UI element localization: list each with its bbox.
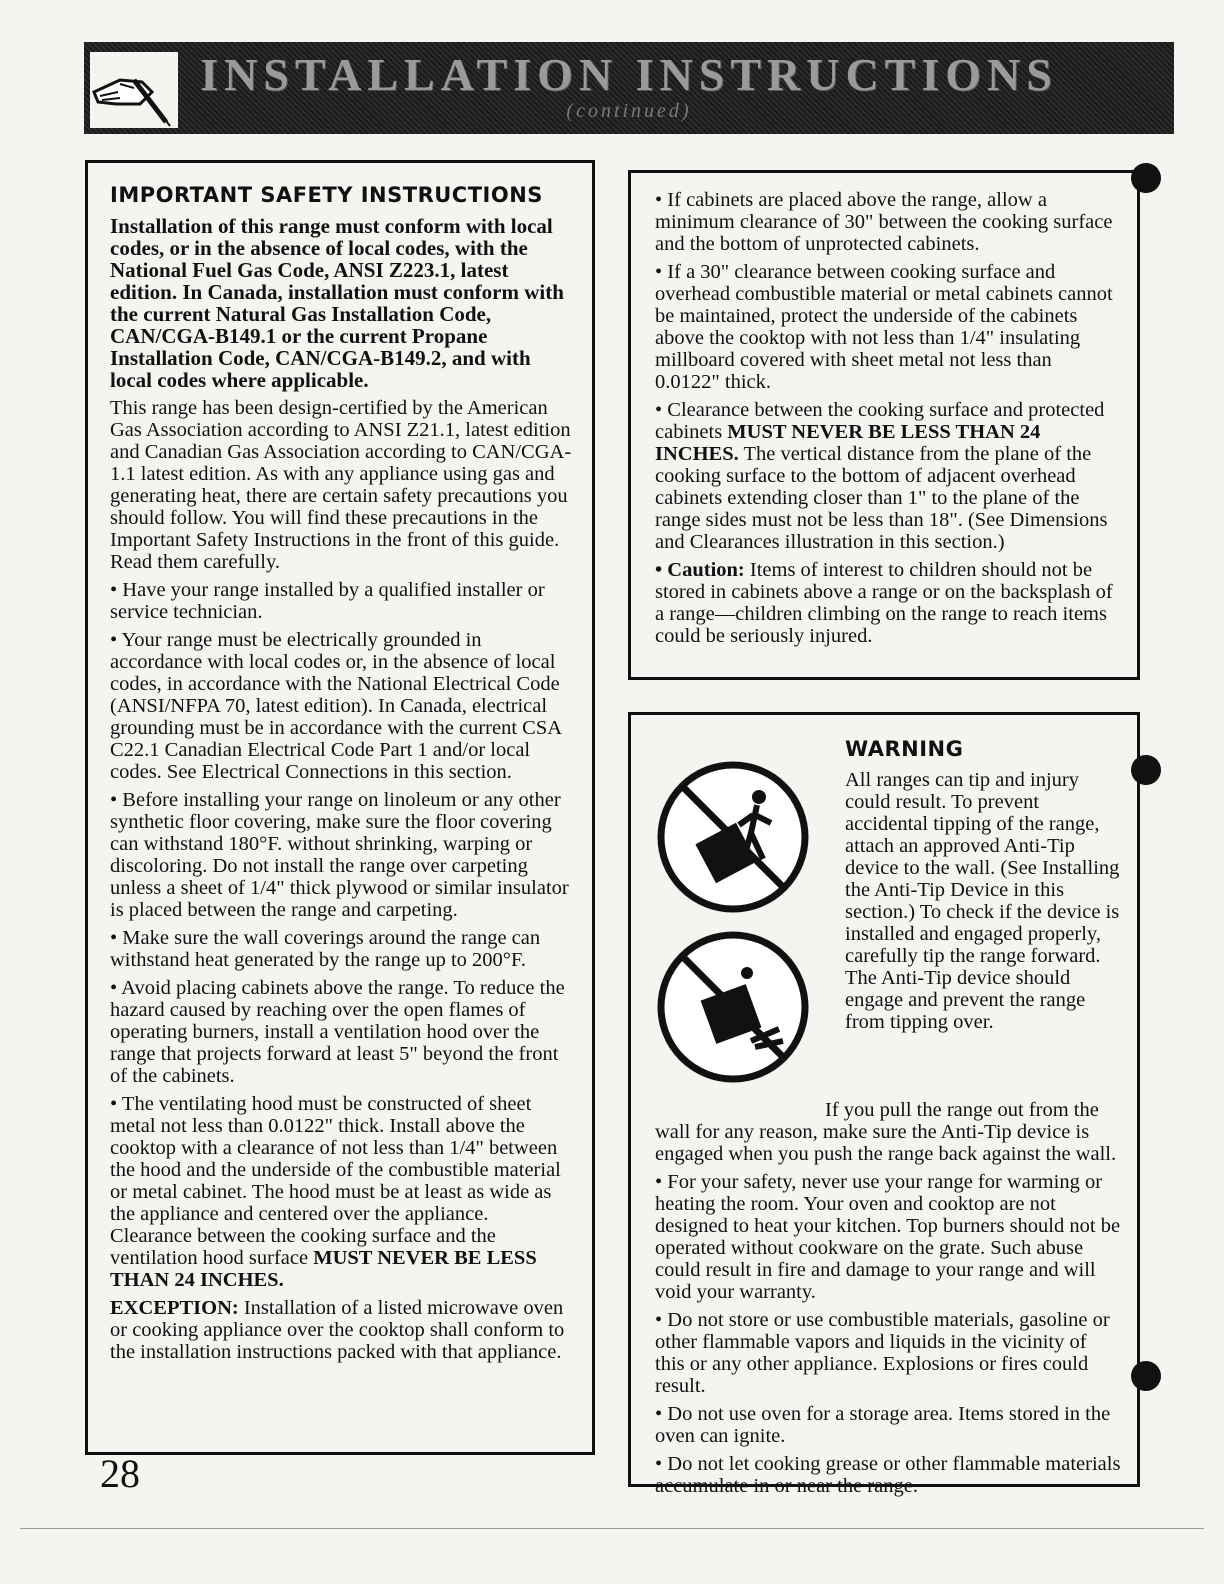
clearance-warning: MUST NEVER BE LESS THAN 24 INCHES. (655, 421, 1041, 465)
page-number: 28 (100, 1451, 140, 1496)
binding-hole-icon (1124, 158, 1164, 198)
safety-instructions-box (85, 160, 595, 1455)
list-item: • If cabinets are placed above the range, allow a minimum clearance of 30" between the cooking surface and the bottom of unprotected cabinets. (655, 189, 1113, 255)
certification-paragraph: This range has been design-certified by the American Gas Association according to ANSI Z21.1, latest edition and Canadian Gas Association according to CAN/CGA-1.1 latest edition. As with any appliance using gas and generating heat, there are certain safety precautions you should follow. You will find these precautions in the Important Safety Instructions in the front of this guide. Read them carefully. (110, 397, 572, 573)
list-item: • Do not use oven for a storage area. Items stored in the oven can ignite. (655, 1403, 1111, 1447)
clearance-text-post: The vertical distance from the plane of the cooking surface to the bottom of adjacent overhead cabinets extending closer than 1" to the plane of the range sides must not be less than 18". (See Dimensions and Clearances illustration in this section.) (655, 443, 1108, 553)
page-title: INSTALLATION INSTRUCTIONS (200, 49, 1058, 100)
caution-label: • Caution: (655, 559, 745, 581)
list-item: • Have your range installed by a qualified installer or service technician. (110, 579, 545, 623)
list-item: • Avoid placing cabinets above the range. To reduce the hazard caused by reaching over the open flames of operating burners, install a ventilation hood over the range that projects forward at least 5" beyond the front of the cabinets. (110, 977, 565, 1087)
installation-intro: Installation of this range must conform with local codes, or in the absence of local codes, with the National Fuel Gas Code, ANSI Z223.1, latest edition. In Canada, installation must conform with the current Natural Gas Installation Code, CAN/CGA-B149.1 or the current Propane Installation Code, CAN/CGA-B149.2, and with local codes where applicable. (110, 214, 564, 392)
divider (20, 1528, 1204, 1529)
binding-hole-icon (1124, 750, 1164, 790)
list-item: • For your safety, never use your range for warming or heating the room. Your oven and cooktop are not designed to heat your kitchen. Top burners should not be operated without cookware on the grate. Such abuse could result in fire and damage to your range and will void your warranty. (655, 1171, 1121, 1303)
exception-paragraph (110, 1297, 572, 1363)
exception-label: EXCEPTION: (110, 1297, 239, 1319)
safety-heading: IMPORTANT SAFETY INSTRUCTIONS (110, 183, 543, 207)
hood-text: • The ventilating hood must be constructed of sheet metal not less than 0.0122" thick. Install above the cooktop with a clearance of not less than 1/4" between the hood and the underside of the combustible material or metal cabinet. The hood must be at least as wide as the appliance and centered over the appliance. Clearance between the cooking surface and the ventilation hood surface (110, 1093, 561, 1269)
warning-box (628, 712, 1140, 1497)
clearance-text-pre: • Clearance between the cooking surface and protected cabinets (655, 399, 1105, 443)
list-item: • Make sure the wall coverings around the range can withstand heat generated by the range up to 200°F. (110, 927, 541, 971)
cabinet-clearance-box (628, 170, 1140, 680)
caution-text: Items of interest to children should not be stored in cabinets above a range or on the backsplash of a range—children climbing on the range to reach items could be seriously injured. (655, 559, 1113, 647)
list-item: • If a 30" clearance between cooking surface and overhead combustible material or metal cabinets cannot be maintained, protect the underside of the cabinets above the cooktop with not less than 1/4" insulating millboard covered with sheet metal not less than 0.0122" thick. (655, 261, 1113, 393)
page-subtitle: (continued) (566, 100, 692, 122)
header-banner (84, 42, 1174, 134)
anti-tip-pull-note: If you pull the range out from the wall for any reason, make sure the Anti-Tip device is engaged when you push the range back against the wall. (655, 1099, 1117, 1165)
list-item (655, 559, 1121, 647)
list-item (110, 1093, 572, 1291)
exception-text: Installation of a listed microwave oven or cooking appliance over the cooktop shall conform to the installation instructions packed with that appliance. (110, 1297, 565, 1363)
binding-hole-icon (1124, 1356, 1164, 1396)
range-tipping-icon (655, 929, 811, 1085)
hood-clearance-warning: MUST NEVER BE LESS THAN 24 INCHES. (110, 1247, 537, 1291)
list-item: • Your range must be electrically grounded in accordance with local codes or, in the absence of local codes, in accordance with the National Electrical Code (ANSI/NFPA 70, latest edition). In Canada, electrical grounding must be in accordance with the current CSA C22.1 Canadian Electrical Code Part 1 and/or local codes. See Electrical Connections in this section. (110, 629, 561, 783)
anti-tip-warning: All ranges can tip and injury could result. To prevent accidental tipping of the range, attach an approved Anti-Tip device to the wall. (See Installing the Anti-Tip Device in this section.) To check if the device is installed and engaged properly, carefully tip the range forward. The Anti-Tip device should engage and prevent the range from tipping over. (845, 769, 1120, 1033)
list-item (655, 399, 1121, 553)
list-item: • Do not store or use combustible materials, gasoline or other flammable vapors and liquids in the vicinity of this or any other appliance. Explosions or fires could result. (655, 1309, 1110, 1397)
no-tipping-icon (655, 759, 811, 915)
list-item: • Before installing your range on linoleum or any other synthetic floor covering, make sure the floor covering can withstand 180°F. without shrinking, warping or discoloring. Do not install the range over carpeting unless a sheet of 1/4" thick plywood or similar insulator is placed between the range and carpeting. (110, 789, 569, 921)
warning-heading: WARNING (845, 737, 964, 761)
list-item: • Do not let cooking grease or other flammable materials accumulate in or near the range. (655, 1453, 1121, 1497)
